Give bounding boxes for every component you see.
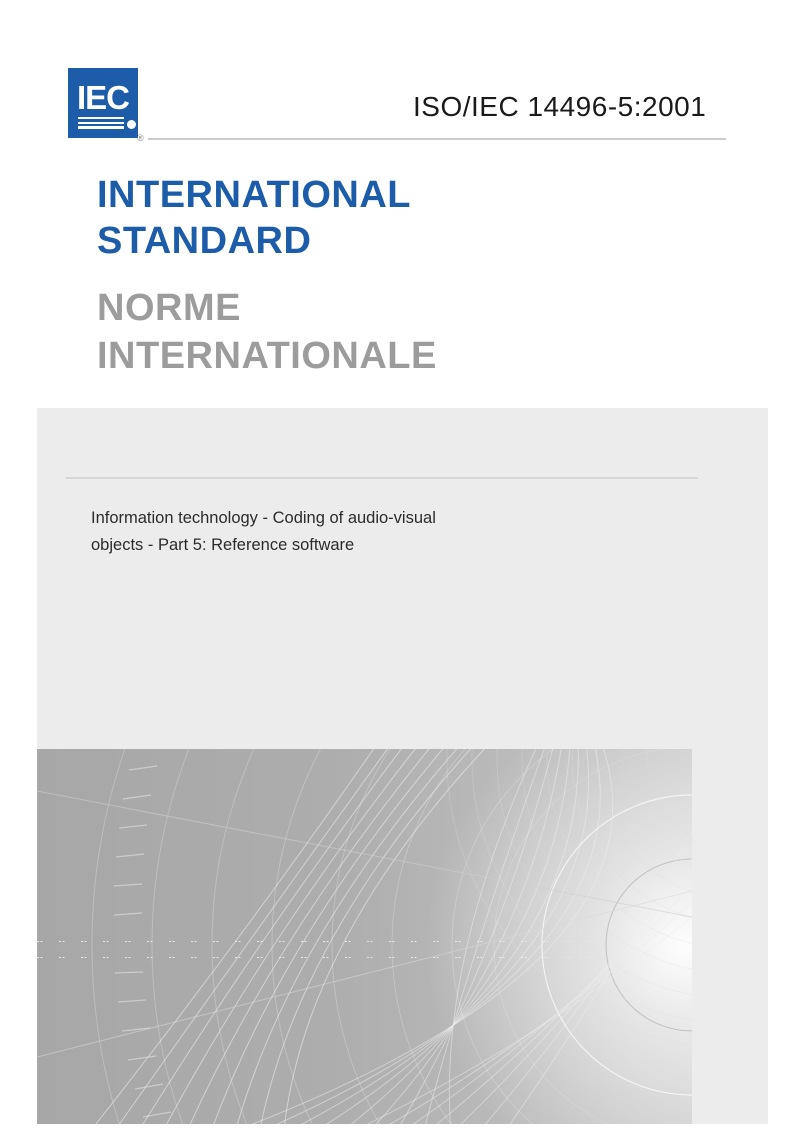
iec-logo-dot-icon	[127, 120, 136, 129]
panel-divider	[66, 477, 698, 479]
title-english	[97, 172, 411, 264]
title-english-line1: INTERNATIONAL	[97, 174, 411, 216]
iec-logo-line	[78, 117, 124, 119]
iec-logo	[68, 68, 138, 138]
header-rule	[148, 138, 726, 140]
cover-artwork-image	[37, 749, 692, 1124]
title-english-line2: STANDARD	[97, 220, 312, 262]
subject-title-line2: objects - Part 5: Reference software	[91, 536, 355, 554]
iec-logo-line	[78, 122, 124, 124]
subject-title-line1: Information technology - Coding of audio-visual	[91, 509, 436, 527]
iec-logo-text: IEC	[77, 79, 130, 116]
title-french-line1: NORME	[97, 287, 241, 329]
subject-title	[91, 505, 436, 559]
subject-panel	[37, 408, 768, 1124]
doc-number: ISO/IEC 14496-5:2001	[413, 91, 707, 122]
title-french-line2: INTERNATIONALE	[97, 335, 437, 377]
iec-logo-line	[78, 126, 124, 128]
registered-trademark-symbol: ®	[137, 133, 144, 143]
title-french	[97, 284, 437, 380]
